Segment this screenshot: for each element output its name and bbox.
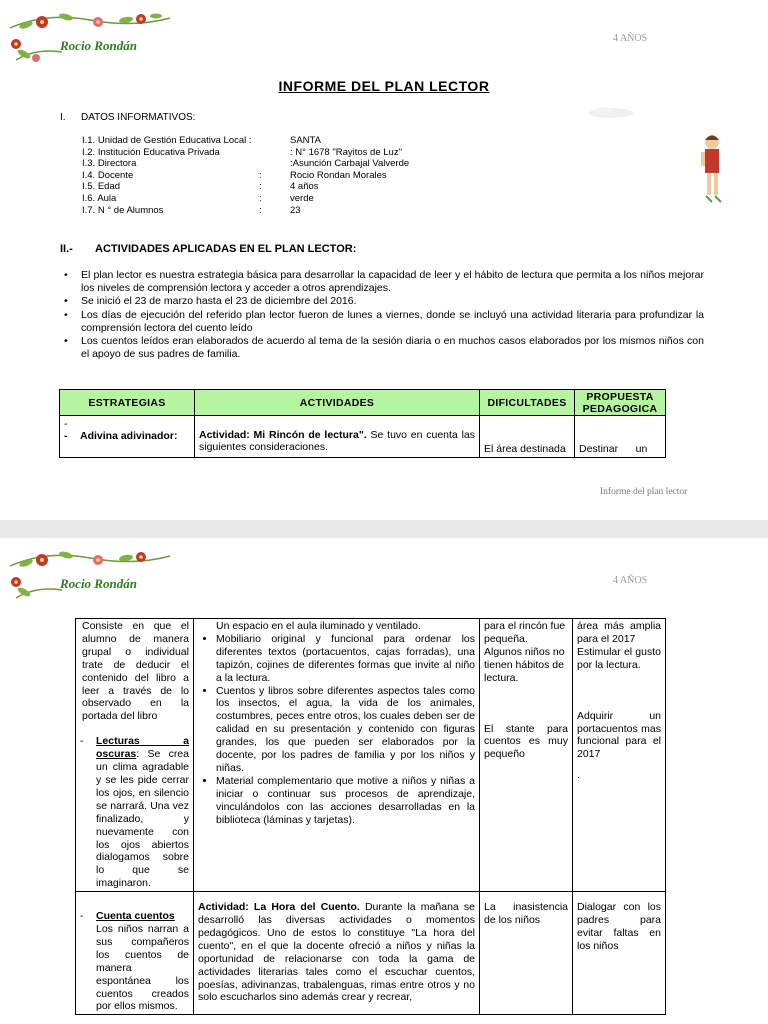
info-value: SANTA bbox=[290, 135, 321, 146]
section-1-heading bbox=[60, 112, 195, 123]
info-value: Rocio Rondan Morales bbox=[290, 169, 387, 181]
page-title: INFORME DEL PLAN LECTOR bbox=[278, 78, 490, 94]
section-1-title: DATOS INFORMATIVOS: bbox=[81, 112, 196, 123]
age-label: 4 AÑOS bbox=[613, 33, 648, 44]
section-2-number: II.- bbox=[60, 243, 73, 255]
table-row bbox=[76, 892, 666, 1015]
activity-list bbox=[198, 633, 475, 827]
info-label: I.2. Institución Educativa Privada bbox=[82, 146, 220, 158]
activity-text: Se tuvo en cuenta las siguientes consideraciones. bbox=[199, 429, 475, 453]
info-value: 23 bbox=[290, 204, 301, 216]
bullet-item: • Se inició el 23 de marzo hasta el 23 de diciembre del 2016. bbox=[64, 295, 704, 308]
info-label: I.1. Unidad de Gestión Educativa Local : bbox=[82, 135, 252, 146]
strategy-text: Los niños narran a sus compañeros los cuentos de manera espontánea los cuentos creados por ellos mismos. bbox=[96, 923, 189, 1013]
info-value: verde bbox=[290, 192, 314, 204]
proposal-cell bbox=[573, 619, 666, 892]
strategy-item bbox=[80, 735, 189, 890]
activity-cell bbox=[195, 416, 480, 458]
proposal-cell: Destinar un bbox=[575, 416, 666, 458]
page-footer: Informe del plan lector bbox=[600, 487, 688, 497]
list-item: • Mobiliario original y funcional para ordenar los diferentes textos (portacuentos, cajas forradas), una tapizón, cojines de diferentes formas que invite al niño a la lectura. bbox=[216, 633, 475, 685]
info-value: 4 años bbox=[290, 181, 319, 193]
proposal-text: Adquirir un portacuentos mas funcional para el 2017 bbox=[577, 709, 661, 761]
age-label: 4 AÑOS bbox=[613, 575, 648, 586]
bullet-item: • Los cuentos leídos eran elaborados de acuerdo al tema de la sesión diaria o en muchos casos elaborados por los mismos niños con el apoyo de sus padres de familia. bbox=[64, 335, 704, 361]
info-label: I.6. Aula bbox=[82, 192, 117, 204]
table-row bbox=[60, 416, 666, 458]
header-propuesta: PROPUESTA PEDAGOGICA bbox=[575, 390, 666, 416]
activity-cell bbox=[194, 619, 480, 892]
table-row bbox=[76, 619, 666, 892]
difficulty-text: Algunos niños no tienen hábitos de lectura. bbox=[484, 645, 565, 684]
list-item: • Cuentos y libros sobre diferentes aspectos tales como los insectos, el agua, la vida de los animales, costumbres, peces entre otros, los cuales deben ser de calidad en su presentación y contenido con figuras grandes, los que pueden ser elaborados por la docente, por los padres de familia y por los niños y niñas. bbox=[216, 685, 475, 775]
floral-logo-icon bbox=[6, 8, 174, 66]
info-label: I.4. Docente bbox=[82, 169, 134, 181]
logo bbox=[6, 8, 174, 66]
section-1-number: I. bbox=[60, 112, 66, 123]
info-colon: : bbox=[259, 169, 262, 181]
info-label: I.7. N ° de Alumnos bbox=[82, 204, 164, 216]
strategy-dash: - bbox=[64, 418, 68, 430]
difficulty-text: para el rincón fue pequeña. bbox=[484, 620, 566, 645]
proposal-cell: Dialogar con los padres para evitar faltas en los niños bbox=[573, 892, 666, 1015]
child-figure-icon bbox=[696, 132, 722, 204]
info-label: I.5. Edad bbox=[82, 181, 121, 193]
section-2-title: ACTIVIDADES APLICADAS EN EL PLAN LECTOR: bbox=[95, 243, 357, 255]
bullet-item: • Los días de ejecución del referido plan lector fueron de lunes a viernes, donde se incluyó una actividad literaria para profundizar la comprensión lectora del cuento leído bbox=[64, 309, 704, 335]
proposal-text: Estimular el gusto por la lectura. bbox=[577, 645, 661, 671]
info-value: : N° 1678 "Rayitos de Luz" bbox=[290, 146, 402, 158]
bullet-item: • El plan lector es nuestra estrategia básica para desarrollar la capacidad de leer y el hábito de lectura que permita a los niños mejorar los niveles de comprensión lectora y acceder a otros aprendizajes. bbox=[64, 269, 704, 295]
strategy-name: - Adivina adivinador: bbox=[64, 430, 190, 442]
strategy-cell bbox=[60, 416, 195, 458]
difficulty-cell: La inasistencia de los niños bbox=[480, 892, 573, 1015]
floral-logo-icon bbox=[6, 546, 174, 604]
strategy-title: Lecturas a oscuras bbox=[96, 735, 189, 761]
header-dificultades: DIFICULTADES bbox=[480, 390, 575, 416]
activity-title: Actividad: La Hora del Cuento. bbox=[198, 901, 360, 914]
strategy-description: Consiste en que el alumno de manera grupal o individual trate de deducir el contenido del libro a leer a través de lo observado en la portada del libro bbox=[82, 620, 189, 723]
page-separator bbox=[0, 520, 768, 538]
logo-text: Rocio Rondán bbox=[60, 38, 137, 53]
proposal-text: área más amplia para el 2017 bbox=[577, 620, 661, 645]
strategy-item bbox=[80, 910, 189, 1013]
info-colon: : bbox=[259, 192, 262, 204]
strategy-text: : Se crea un clima agradable y se les pide cerrar los ojos, en silencio se narrará. Una vez finalizado, y nuevamente con los ojos abiertos dialogamos sobre lo que se imaginaron. bbox=[96, 748, 189, 890]
bullet-list bbox=[64, 269, 704, 361]
list-item: • Material complementario que motive a niños y niñas a iniciar o continuar sus procesos de aprendizaje, vinculándolos con las acciones desarrolladas en la biblioteca (láminas y tarjetas). bbox=[216, 775, 475, 827]
difficulty-cell bbox=[480, 619, 573, 892]
difficulty-cell: El área destinada bbox=[480, 416, 575, 458]
header-actividades: ACTIVIDADES bbox=[195, 390, 480, 416]
strategies-table bbox=[59, 389, 666, 458]
activity-intro: Un espacio en el aula iluminado y ventilado. bbox=[216, 620, 421, 632]
info-label: I.3. Directora bbox=[82, 158, 137, 170]
strategy-cell bbox=[76, 619, 194, 892]
activity-title: Actividad: Mi Rincón de lectura". bbox=[199, 429, 367, 441]
cloud-icon bbox=[588, 106, 634, 118]
difficulty-text: El stante para cuentos es muy pequeño bbox=[484, 722, 568, 761]
strategies-table-continued bbox=[75, 618, 666, 1015]
strategy-title: Adivina adivinador bbox=[80, 430, 174, 442]
table-header-row bbox=[60, 390, 666, 416]
strategy-cell bbox=[76, 892, 194, 1015]
logo bbox=[6, 546, 174, 604]
section-2-heading bbox=[60, 243, 356, 255]
info-colon: : bbox=[259, 204, 262, 216]
proposal-text: . bbox=[577, 769, 580, 782]
info-value: :Asunción Carbajal Valverde bbox=[290, 158, 410, 170]
info-colon: : bbox=[259, 181, 262, 193]
page-2 bbox=[0, 538, 768, 1024]
header-estrategias: ESTRATEGIAS bbox=[60, 390, 195, 416]
activity-cell bbox=[194, 892, 480, 1015]
activity-text: Durante la mañana se desarrolló las diversas actividades o momentos pedagógicos. Uno de estos lo constituye "La hora del cuento", en el que la docente ofreció a niños y niñas la oportunidad de relacionarse con toda la gama de actividades literarias tales como el escuchar cuentos, poesías, adivinanzas, trabalenguas, rimas entre otros y no solo escucharlos sino además crear y recrear, bbox=[198, 901, 475, 1004]
strategy-title: Cuenta cuentos bbox=[96, 910, 175, 923]
logo-text: Rocio Rondán bbox=[60, 576, 137, 591]
